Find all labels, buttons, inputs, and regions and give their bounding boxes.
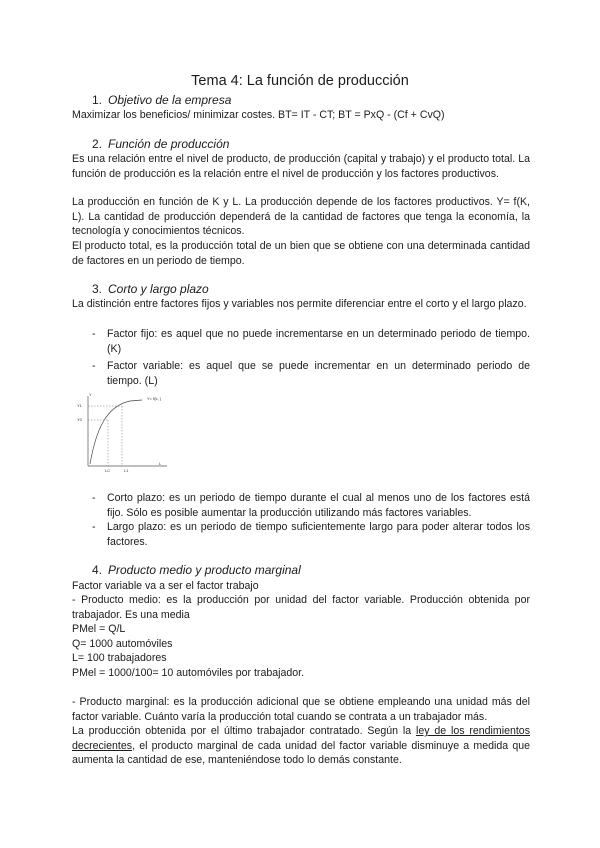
production-function-graph bbox=[72, 390, 172, 474]
section-2-paragraph-3: El producto total, es la producción total de un bien que se obtiene con una determinada cantidad de factores en un periodo de tiempo. bbox=[72, 240, 530, 267]
graph-svg bbox=[72, 390, 172, 474]
section-4-heading bbox=[92, 563, 301, 577]
list-item-text: Factor variable: es aquel que se puede incrementar en un determinado periodo de tiempo. (L) bbox=[107, 360, 530, 387]
section-1-title: Objetivo de la empresa bbox=[108, 93, 232, 107]
list-item-largo-plazo bbox=[92, 520, 530, 549]
section-1-paragraph: Maximizar los beneficios/ minimizar costes. BT= IT - CT; BT = PxQ - (Cf + CvQ) bbox=[72, 109, 445, 121]
law-link: ley de los rendimientos decrecientes bbox=[72, 725, 530, 752]
paragraph-text-b: , el producto marginal de cada unidad del factor variable disminuye a medida que aumenta la cantidad de ese, manteniéndose todo lo demás constante. bbox=[72, 739, 530, 766]
lc-label: LC bbox=[105, 468, 111, 473]
list-bullet: - bbox=[92, 521, 96, 533]
section-2-paragraph-2: La producción en función de K y L. La producción depende de los factores productivos. Y= f(K, L). La cantidad de producción dependerá de la cantidad de factores que tenga la economía, la tecnología y conocimientos técnicos. bbox=[72, 196, 530, 237]
section-1-number: 1. bbox=[92, 93, 103, 107]
section-2-paragraph-1: Es una relación entre el nivel de producto, de producción (capital y trabajo) y el producto total. La función de producción es la relación entre el nivel de producción y los factores productivos. bbox=[72, 153, 530, 180]
section-3-number: 3. bbox=[92, 282, 103, 296]
y0-label: Y0 bbox=[77, 417, 82, 422]
section-1-heading bbox=[92, 93, 231, 107]
list-item-text: Factor fijo: es aquel que no puede incrementarse en un determinado periodo de tiempo. (K) bbox=[107, 328, 530, 355]
list-item-text: Corto plazo: es un periodo de tiempo durante el cual al menos uno de los factores está fijo. Sólo es posible aumentar la producción utilizando más factores variables. bbox=[107, 492, 530, 519]
y1-label: Y1 bbox=[77, 403, 82, 408]
list-item-factor-variable bbox=[92, 359, 530, 388]
section-4-paragraph-1: Factor variable va a ser el factor trabajo bbox=[72, 580, 259, 592]
section-2-title: Función de producción bbox=[108, 137, 230, 151]
list-item-factor-fijo bbox=[92, 327, 530, 356]
l1-label: L1 bbox=[124, 468, 129, 473]
list-item-corto-plazo bbox=[92, 491, 530, 520]
y-axis-label: Y bbox=[89, 392, 92, 397]
section-3-title: Corto y largo plazo bbox=[108, 282, 209, 296]
section-4-paragraph-marginal: - Producto marginal: es la producción adicional que se obtiene empleando una unidad más del factor variable. Cuánto varía la producción total cuando se contrata a un trabajador más. bbox=[72, 696, 530, 723]
section-4-title: Producto medio y producto marginal bbox=[108, 563, 301, 577]
formula-pmel: PMel = Q/L bbox=[72, 623, 126, 635]
section-3-paragraph-1: La distinción entre factores fijos y variables nos permite diferenciar entre el corto y el largo plazo. bbox=[72, 298, 527, 310]
value-q: Q= 1000 automóviles bbox=[72, 638, 173, 650]
list-bullet: - bbox=[92, 360, 96, 372]
result-pmel: PMel = 1000/100= 10 automóviles por trabajador. bbox=[72, 667, 305, 679]
x-axis-label: L bbox=[159, 461, 162, 466]
section-3-heading bbox=[92, 282, 209, 296]
production-curve bbox=[90, 400, 142, 464]
paragraph-text-a: La producción obtenida por el último trabajador contratado. Según la bbox=[72, 725, 416, 737]
section-4-paragraph-2: - Producto medio: es la producción por unidad del factor variable. Producción obtenida por trabajador. Es una media bbox=[72, 594, 530, 621]
curve-label: Y= f(k, ) bbox=[147, 396, 162, 401]
page-title: Tema 4: La función de producción bbox=[191, 73, 409, 89]
section-2-number: 2. bbox=[92, 137, 103, 151]
list-item-text: Largo plazo: es un periodo de tiempo suficientemente largo para poder alterar todos los factores. bbox=[107, 521, 530, 548]
value-l: L= 100 trabajadores bbox=[72, 652, 167, 664]
section-2-heading bbox=[92, 137, 229, 151]
section-4-number: 4. bbox=[92, 563, 103, 577]
list-bullet: - bbox=[92, 492, 96, 504]
list-bullet: - bbox=[92, 328, 96, 340]
section-4-paragraph-last bbox=[72, 724, 530, 768]
